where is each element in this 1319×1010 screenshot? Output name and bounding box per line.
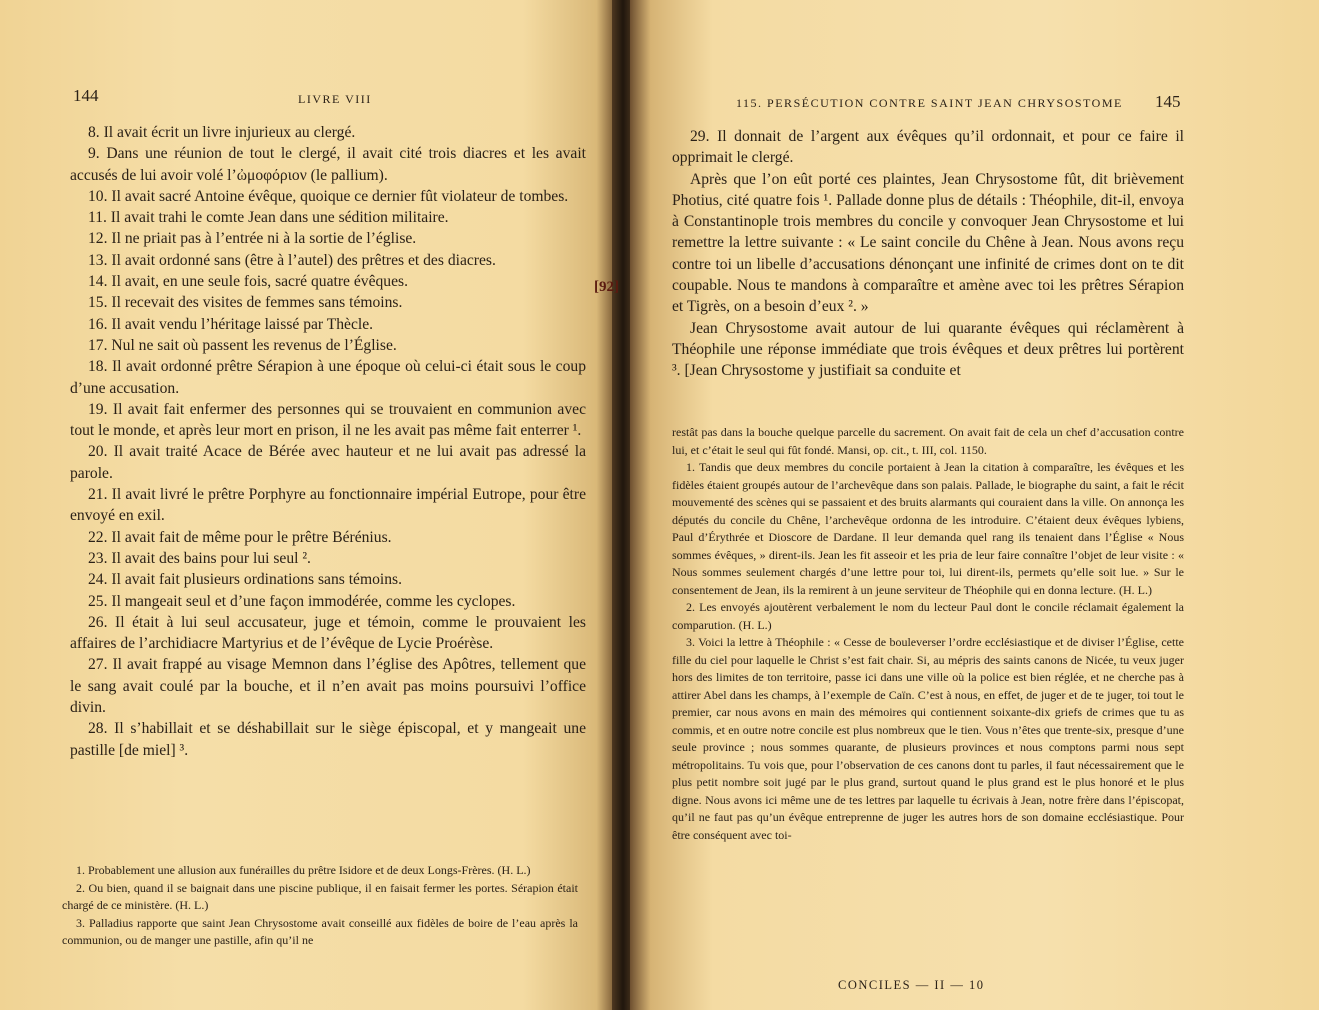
right-body-text (672, 126, 1184, 382)
paragraph: 29. Il donnait de l’argent aux évêques qu’il ordonnait, et pour ce faire il opprimait le clergé. (672, 128, 1184, 167)
paragraph: 23. Il avait des bains pour lui seul ². (88, 549, 311, 567)
signature-mark: CONCILES — II — 10 (838, 978, 985, 992)
paragraph: 26. Il était à lui seul accusateur, juge et témoin, comme le prouvaient les affaires de l’archidiacre Martyrius et de l’évêque de Lycie Proérèse. (70, 613, 586, 653)
paragraph: 8. Il avait écrit un livre injurieux au clergé. (88, 124, 356, 141)
right-page (630, 0, 1319, 1010)
paragraph: 11. Il avait trahi le comte Jean dans une sédition militaire. (88, 209, 449, 227)
footnote: 2. Ou bien, quand il se baignait dans une piscine publique, il en faisait fermer les portes. Sérapion était chargé de ce ministère. (H. L.) (62, 880, 578, 912)
right-page-number: 145 (1155, 92, 1181, 111)
paragraph: 17. Nul ne sait où passent les revenus de l’Église. (88, 336, 397, 354)
paragraph: 14. Il avait, en une seule fois, sacré quatre évêques. (88, 273, 408, 291)
paragraph: 22. Il avait fait de même pour le prêtre Bérénius. (88, 528, 392, 546)
footnote: 1. Probablement une allusion aux funérailles du prêtre Isidore et de deux Longs-Frères. (H. L.) (76, 863, 531, 877)
paragraph: 28. Il s’habillait et se déshabillait sur le siège épiscopal, et y mangeait une pastille [de miel] ³. (70, 720, 586, 759)
paragraph: 10. Il avait sacré Antoine évêque, quoique ce dernier fût violateur de tombes. (88, 187, 569, 205)
paragraph: 12. Il ne priait pas à l’entrée ni à la sortie de l’église. (88, 230, 417, 248)
footnote: restât pas dans la bouche quelque parcelle du sacrement. On avait fait de cela un chef d’accusation contre lui, et c’était le seul qui fût fondé. Mansi, op. cit., t. III, col. 1150. (672, 425, 1184, 457)
paragraph: 25. Il mangeait seul et d’une façon immodérée, comme les cyclopes. (88, 592, 516, 610)
paragraph: Jean Chrysostome avait autour de lui quarante évêques qui réclamèrent à Théophile une réponse immédiate que trois évêques et deux prêtres lui portèrent ³. [Jean Chrysostome y justifiait sa conduite et (672, 319, 1184, 380)
right-running-header: 115. PERSÉCUTION CONTRE SAINT JEAN CHRYSOSTOME (736, 96, 1123, 110)
right-footnotes (672, 424, 1184, 844)
left-running-header: LIVRE VIII (298, 92, 372, 106)
paragraph: 16. Il avait vendu l’héritage laissé par Thècle. (88, 315, 374, 333)
footnote: 3. Palladius rapporte que saint Jean Chrysostome avait conseillé aux fidèles de boire de l’eau après la communion, ou de manger une pastille, afin qu’il ne (62, 915, 578, 947)
left-page (0, 0, 615, 1010)
paragraph: 15. Il recevait des visites de femmes sans témoins. (88, 294, 403, 312)
paragraph: 19. Il avait fait enfermer des personnes qui se trouvaient en communion avec tout le monde, et après leur mort en prison, il ne les avait pas même fait enterrer ¹. (70, 400, 586, 440)
footnote: 1. Tandis que deux membres du concile portaient à Jean la citation à comparaître, les évêques et les fidèles étaient groupés autour de l’archevêque dans son palais. Pallade, le biographe du saint, a fait le récit mouvementé des scènes qui se passaient et des bruits alarmants qui couraient dans la ville. On annonça les députés du concile du Chêne, l’archevêque ordonna de les introduire. C’étaient deux évêques lybiens, Paul d’Érythrée et Dioscore de Dardane. Il leur demanda quel rang ils tenaient dans l’Église « Nous sommes évêques, » dirent-ils. Jean les fit asseoir et les pria de leur faire connaître l’objet de leur visite : « Nous sommes seulement chargés d’une lettre pour toi, lui dirent-ils, permets qu’elle soit lue. » Sur le consentement de Jean, ils la remirent à un jeune serviteur de Théophile qui en donna lecture. (H. L.) (672, 460, 1184, 597)
left-body-text (70, 122, 586, 761)
footnote: 3. Voici la lettre à Théophile : « Cesse de bouleverser l’ordre ecclésiastique et de diviser l’Église, cette fille du ciel pour laquelle le Christ s’est fait chair. Si, au mépris des saints canons de Nicée, tu veux juger hors des limites de ton territoire, passe ici dans une ville où la police est bien réglée, et ne cherche pas à attirer Abel dans les champs, à l’exemple de Caïn. C’est à nous, en effet, de juger et de te juger, toi tout le premier, car nous avons en main des mémoires qui contiennent soixante-dix griefs de crimes que tu as commis, et en outre notre concile est plus nombreux que le tien. Vous n’êtes que trente-six, presque d’une seule province ; nous sommes quarante, de plusieurs provinces et nous comptons parmi nous sept métropolitains. Tu vois que, pour l’observation de ces canons dont tu parles, il faut nécessairement que le plus petit nombre soit jugé par le plus grand, surtout quand le plus grand est le plus honoré et le plus digne. Nous avons ici même une de tes lettres par laquelle tu écrivais à Jean, notre frère dans l’épiscopat, qu’il ne faut pas qu’un évêque entreprenne de juger les autres hors de son domaine ecclésiastique. Pour être conséquent avec toi- (672, 635, 1184, 842)
paragraph: 27. Il avait frappé au visage Memnon dans l’église des Apôtres, tellement que le sang avait coulé par la bouche, et il n’en avait pas moins poursuivi l’office divin. (70, 656, 586, 717)
left-page-number: 144 (73, 86, 99, 105)
paragraph: 24. Il avait fait plusieurs ordinations sans témoins. (88, 571, 402, 589)
footnote: 2. Les envoyés ajoutèrent verbalement le nom du lecteur Paul dont le concile réclamait également la comparution. (H. L.) (672, 600, 1184, 632)
paragraph: 13. Il avait ordonné sans (être à l’autel) des prêtres et des diacres. (88, 251, 496, 269)
margin-page-marker-92: [92] (594, 279, 619, 295)
paragraph: Après que l’on eût porté ces plaintes, Jean Chrysostome fût, dit brièvement Photius, cité quatre fois ¹. Pallade donne plus de détails : Théophile, dit-il, envoya à Constantinople trois membres du concile y convoquer Jean Chrysostome et lui remettre la lettre suivante : « Le saint concile du Chêne à Jean. Nous avons reçu contre toi un libelle d’accusations dénonçant une infinité de crimes dont on te dit coupable. Nous te mandons à comparaître et amène avec toi les prêtres Sérapion et Tigrès, on a besoin d’eux ². » (672, 170, 1184, 316)
paragraph: 21. Il avait livré le prêtre Porphyre au fonctionnaire impérial Eutrope, pour être envoyé en exil. (70, 486, 586, 525)
paragraph: 9. Dans une réunion de tout le clergé, il avait cité trois diacres et les avait accusés de lui avoir volé l’ὠμοφόριον (le pallium). (70, 145, 586, 184)
left-footnotes (62, 862, 578, 950)
paragraph: 20. Il avait traité Acace de Bérée avec hauteur et ne lui avait pas adressé la parole. (70, 443, 586, 482)
paragraph: 18. Il avait ordonné prêtre Sérapion à une époque où celui-ci était sous le coup d’une accusation. (70, 358, 586, 397)
